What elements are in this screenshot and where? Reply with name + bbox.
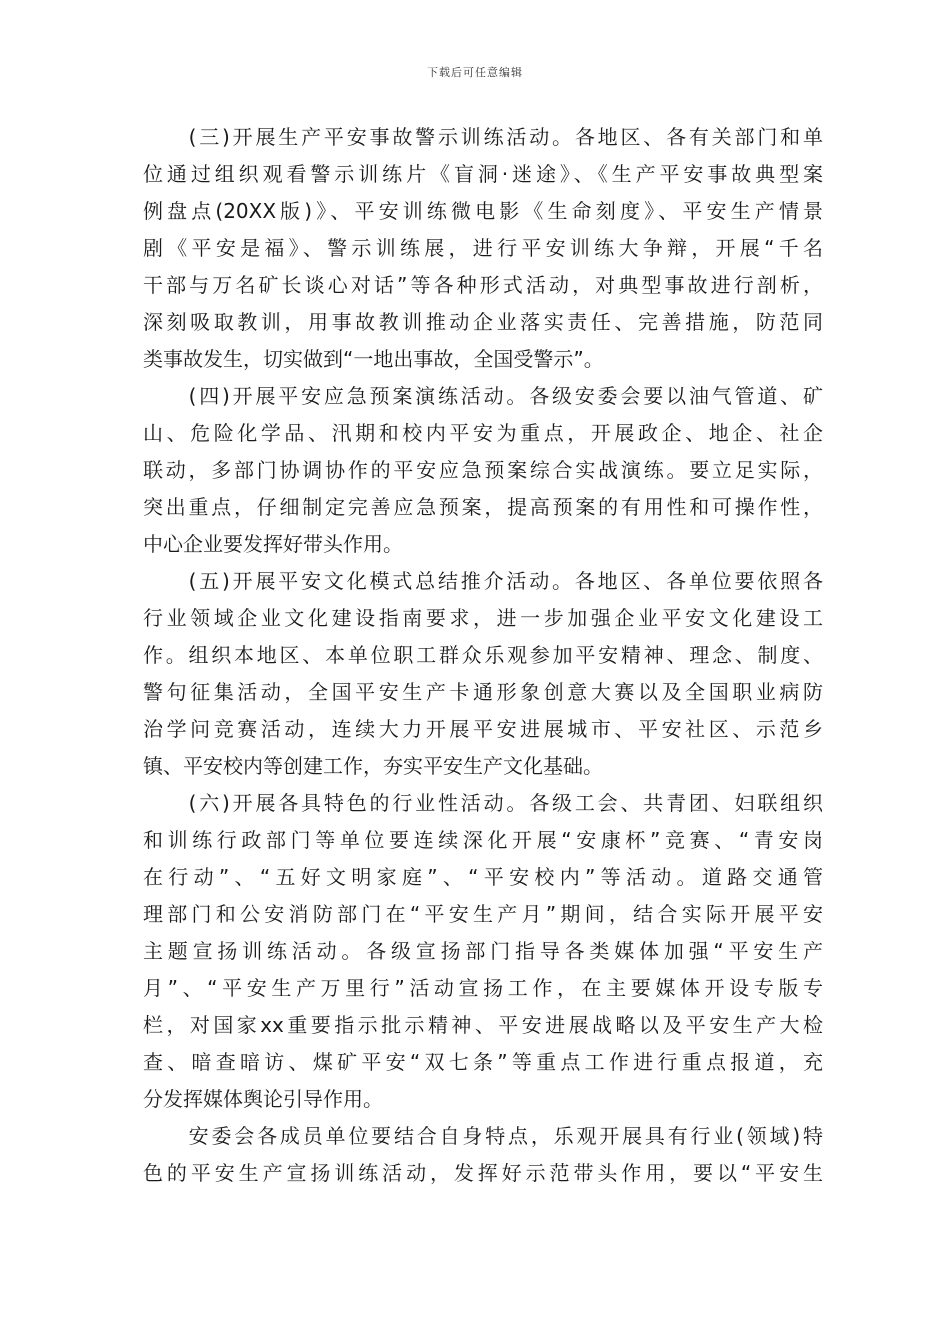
text-line: 中心企业要发挥好带头作用。 <box>143 532 403 556</box>
text-line: 山、危险化学品、汛期和校内平安为重点，开展政企、地企、社企 <box>143 421 823 445</box>
text-line: 月”、“平安生产万里行”活动宣扬工作，在主要媒体开设专版专 <box>143 976 823 1000</box>
text-line: 行业领域企业文化建设指南要求，进一步加强企业平安文化建设工 <box>143 606 823 630</box>
text-line: 和训练行政部门等单位要连续深化开展“安康杯”竞赛、“青安岗 <box>143 828 823 852</box>
text-line: 剧《平安是福》、警示训练展，进行平安训练大争辩，开展“千名 <box>143 236 823 260</box>
text-line: 色的平安生产宣扬训练活动，发挥好示范带头作用，要以“平安生 <box>143 1161 823 1185</box>
header-note: 下载后可任意编辑 <box>427 66 523 79</box>
text-line: 例盘点(20XX版)》、平安训练微电影《生命刻度》、平安生产情景 <box>143 199 823 223</box>
text-line: 类事故发生，切实做到“一地出事故，全国受警示”。 <box>143 347 604 371</box>
text-line: 作。组织本地区、本单位职工群众乐观参加平安精神、理念、制度、 <box>143 643 823 667</box>
text-line: 查、暗查暗访、煤矿平安“双七条”等重点工作进行重点报道，充 <box>143 1050 823 1074</box>
text-line: 突出重点，仔细制定完善应急预案，提高预案的有用性和可操作性， <box>143 495 823 519</box>
text-line: 镇、平安校内等创建工作，夯实平安生产文化基础。 <box>143 754 603 778</box>
text-line: 理部门和公安消防部门在“平安生产月”期间，结合实际开展平安 <box>143 902 823 926</box>
text-line: 安委会各成员单位要结合自身特点，乐观开展具有行业(领域)特 <box>143 1124 823 1148</box>
text-line: 警句征集活动，全国平安生产卡通形象创意大赛以及全国职业病防 <box>143 680 823 704</box>
text-line: 干部与万名矿长谈心对话”等各种形式活动，对典型事故进行剖析， <box>143 273 823 297</box>
text-line: 分发挥媒体舆论引导作用。 <box>143 1087 383 1111</box>
text-line: 联动，多部门协调协作的平安应急预案综合实战演练。要立足实际， <box>143 458 823 482</box>
text-line: (三)开展生产平安事故警示训练活动。各地区、各有关部门和单 <box>143 125 823 149</box>
text-line: 主题宣扬训练活动。各级宣扬部门指导各类媒体加强“平安生产 <box>143 939 823 963</box>
text-line: 深刻吸取教训，用事故教训推动企业落实责任、完善措施，防范同 <box>143 310 823 334</box>
text-line: 在行动”、“五好文明家庭”、“平安校内”等活动。道路交通管 <box>143 865 823 889</box>
body-text <box>143 119 823 1192</box>
text-line: 位通过组织观看警示训练片《盲洞·迷途》、《生产平安事故典型案 <box>143 162 823 186</box>
text-line: 栏，对国家xx重要指示批示精神、平安进展战略以及平安生产大检 <box>143 1013 823 1037</box>
text-line: (六)开展各具特色的行业性活动。各级工会、共青团、妇联组织 <box>143 791 823 815</box>
text-line: (四)开展平安应急预案演练活动。各级安委会要以油气管道、矿 <box>143 384 823 408</box>
text-line: 治学问竞赛活动，连续大力开展平安进展城市、平安社区、示范乡 <box>143 717 823 741</box>
text-line: (五)开展平安文化模式总结推介活动。各地区、各单位要依照各 <box>143 569 823 593</box>
